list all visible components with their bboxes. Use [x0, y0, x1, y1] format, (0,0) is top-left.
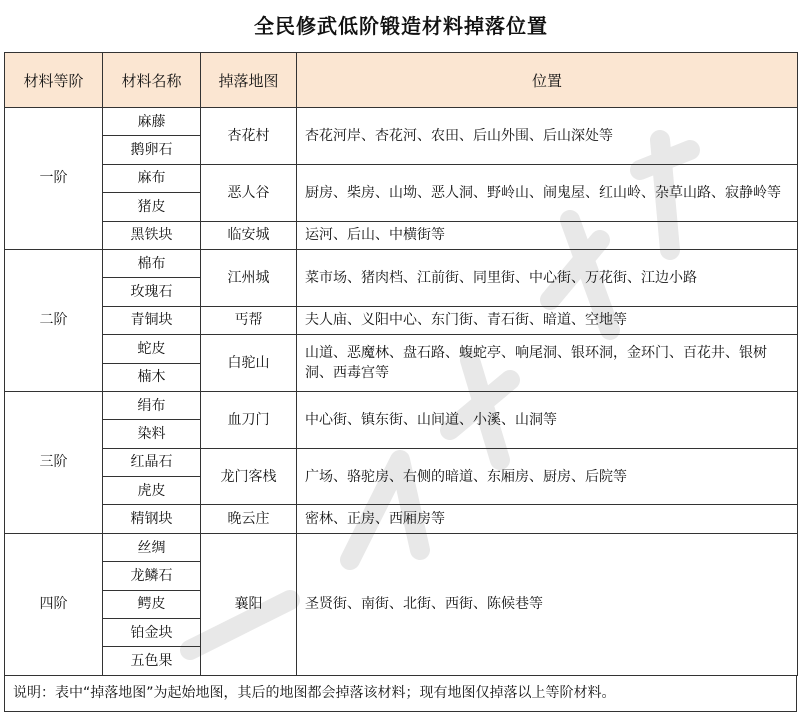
- material-name-cell: 楠木: [103, 363, 201, 391]
- drop-map-cell: 丐帮: [201, 306, 297, 334]
- material-name-cell: 丝绸: [103, 533, 201, 561]
- material-name-cell: 鳄皮: [103, 590, 201, 618]
- table-note: 说明：表中“掉落地图”为起始地图，其后的地图都会掉落该材料；现有地图仅掉落以上等阶材料。: [4, 675, 797, 712]
- location-cell: 中心街、镇东街、山间道、小溪、山洞等: [297, 391, 798, 448]
- material-name-cell: 猪皮: [103, 193, 201, 221]
- table-row: [5, 164, 798, 192]
- material-name-cell: 染料: [103, 420, 201, 448]
- drop-map-cell: 襄阳: [201, 533, 297, 675]
- material-name-cell: 蛇皮: [103, 335, 201, 363]
- header-location: 位置: [297, 53, 798, 108]
- location-cell: 山道、恶魔林、盘石路、蝮蛇亭、响尾洞、银环洞，金环门、百花井、银树洞、西毒宫等: [297, 335, 798, 392]
- drop-map-cell: 恶人谷: [201, 164, 297, 221]
- location-cell: 圣贤街、南街、北街、西街、陈候巷等: [297, 533, 798, 675]
- tier-cell: 三阶: [5, 391, 103, 533]
- material-name-cell: 铂金块: [103, 619, 201, 647]
- location-cell: 夫人庙、义阳中心、东门街、青石街、暗道、空地等: [297, 306, 798, 334]
- header-material-name: 材料名称: [103, 53, 201, 108]
- location-cell: 杏花河岸、杏花河、农田、后山外围、后山深处等: [297, 108, 798, 165]
- table-row: [5, 391, 798, 419]
- drop-map-cell: 龙门客栈: [201, 448, 297, 505]
- material-name-cell: 虎皮: [103, 477, 201, 505]
- table-row: [5, 221, 798, 249]
- location-cell: 密林、正房、西厢房等: [297, 505, 798, 533]
- table-row: [5, 448, 798, 476]
- material-name-cell: 麻藤: [103, 108, 201, 136]
- material-name-cell: 棉布: [103, 249, 201, 277]
- page-title: 全民修武低阶锻造材料掉落位置: [254, 14, 548, 38]
- location-cell: 菜市场、猪肉档、江前街、同里街、中心街、万花街、江边小路: [297, 249, 798, 306]
- tier-cell: 四阶: [5, 533, 103, 675]
- header-tier: 材料等阶: [5, 53, 103, 108]
- table-row: [5, 108, 798, 136]
- tier-cell: 二阶: [5, 249, 103, 391]
- material-name-cell: 黑铁块: [103, 221, 201, 249]
- location-cell: 运河、后山、中横街等: [297, 221, 798, 249]
- material-name-cell: 青铜块: [103, 306, 201, 334]
- material-name-cell: 麻布: [103, 164, 201, 192]
- location-cell: 广场、骆驼房、右侧的暗道、东厢房、厨房、后院等: [297, 448, 798, 505]
- table-row: [5, 306, 798, 334]
- material-name-cell: 鹅卵石: [103, 136, 201, 164]
- material-name-cell: 绢布: [103, 391, 201, 419]
- material-name-cell: 玫瑰石: [103, 278, 201, 306]
- table-row: [5, 533, 798, 561]
- drop-map-cell: 临安城: [201, 221, 297, 249]
- drop-map-cell: 江州城: [201, 249, 297, 306]
- material-name-cell: 五色果: [103, 647, 201, 675]
- header-drop-map: 掉落地图: [201, 53, 297, 108]
- table-header-row: [5, 53, 798, 108]
- tier-cell: 一阶: [5, 108, 103, 250]
- material-name-cell: 精钢块: [103, 505, 201, 533]
- table-row: [5, 249, 798, 277]
- material-name-cell: 红晶石: [103, 448, 201, 476]
- material-name-cell: 龙鳞石: [103, 562, 201, 590]
- drop-map-cell: 血刀门: [201, 391, 297, 448]
- drop-map-cell: 晚云庄: [201, 505, 297, 533]
- table-row: [5, 505, 798, 533]
- drop-map-cell: 白驼山: [201, 335, 297, 392]
- table-row: [5, 335, 798, 363]
- location-cell: 厨房、柴房、山坳、恶人洞、野岭山、闹鬼屋、红山岭、杂草山路、寂静岭等: [297, 164, 798, 221]
- material-drop-table: [4, 52, 798, 676]
- drop-map-cell: 杏花村: [201, 108, 297, 165]
